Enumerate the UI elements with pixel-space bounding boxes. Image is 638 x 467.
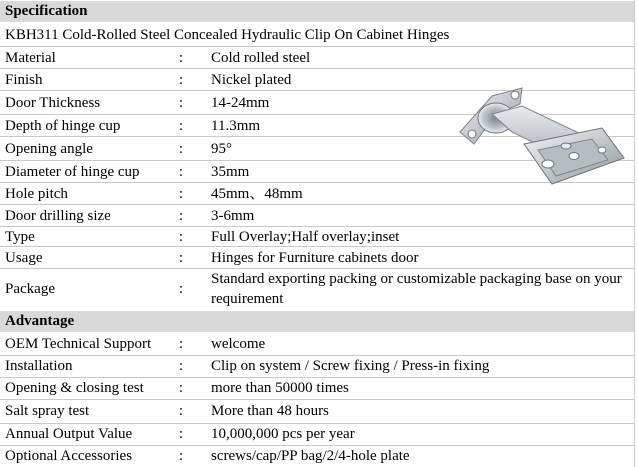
spec-row — [0, 227, 634, 247]
row-divider — [0, 68, 634, 69]
advantage-row — [0, 377, 634, 399]
advantage-value: welcome — [211, 336, 266, 352]
spec-label: Diameter of hinge cup — [5, 164, 140, 180]
spec-value: 11.3mm — [211, 118, 261, 134]
specification-header — [0, 0, 634, 23]
colon: : — [178, 50, 184, 66]
row-divider — [0, 246, 634, 247]
specification-header-label: Specification — [5, 3, 88, 19]
colon: : — [178, 95, 184, 111]
spec-value: 3-6mm — [211, 208, 255, 224]
colon: : — [178, 281, 184, 297]
advantage-label: OEM Technical Support — [5, 336, 152, 352]
product-title: KBH311 Cold-Rolled Steel Concealed Hydraulic Clip On Cabinet Hinges — [5, 27, 450, 43]
row-divider — [0, 268, 634, 269]
product-title-row — [0, 24, 634, 47]
spec-label: Opening angle — [5, 141, 93, 157]
spec-value: Standard exporting packing or customizable packaging base on your requirement — [211, 271, 622, 307]
colon: : — [178, 208, 184, 224]
spec-value: Hinges for Furniture cabinets door — [211, 250, 419, 266]
spec-value: Full Overlay;Half overlay;inset — [211, 229, 400, 245]
advantage-label: Annual Output Value — [5, 426, 133, 442]
right-border — [634, 0, 635, 467]
row-divider — [0, 355, 634, 356]
advantage-value: More than 48 hours — [211, 403, 329, 419]
row-divider — [0, 445, 634, 446]
spec-row — [0, 247, 634, 269]
advantage-row — [0, 423, 634, 445]
spec-value: Cold rolled steel — [211, 50, 311, 66]
advantage-row — [0, 333, 634, 355]
spec-value: Nickel plated — [211, 72, 292, 88]
colon: : — [178, 141, 184, 157]
colon: : — [178, 118, 184, 134]
advantage-value: 10,000,000 pcs per year — [211, 426, 355, 442]
advantage-value: more than 50000 times — [211, 380, 349, 396]
advantage-row — [0, 355, 634, 377]
colon: : — [178, 250, 184, 266]
colon: : — [178, 358, 184, 374]
colon: : — [178, 448, 184, 464]
advantage-label: Optional Accessories — [5, 448, 133, 464]
spec-label: Door drilling size — [5, 208, 111, 224]
spec-row — [0, 269, 634, 309]
spec-label: Door Thickness — [5, 95, 101, 111]
spec-value: 14-24mm — [211, 95, 270, 111]
row-divider — [0, 377, 634, 378]
colon: : — [178, 72, 184, 88]
spec-value: 35mm — [211, 164, 250, 180]
advantage-label: Salt spray test — [5, 403, 90, 419]
colon: : — [178, 336, 184, 352]
colon: : — [178, 426, 184, 442]
spec-value: 95° — [211, 141, 232, 157]
spec-label: Usage — [5, 250, 43, 266]
advantage-label: Opening & closing test — [5, 380, 144, 396]
hinge-product-image — [452, 84, 632, 194]
advantage-row — [0, 445, 634, 467]
colon: : — [178, 229, 184, 245]
spec-label: Material — [5, 50, 56, 66]
spec-label: Package — [5, 281, 55, 297]
spec-value: 45mm、48mm — [211, 186, 303, 202]
row-divider — [0, 204, 634, 205]
spec-row — [0, 47, 634, 69]
colon: : — [178, 186, 184, 202]
advantage-header-label: Advantage — [5, 313, 75, 329]
colon: : — [178, 380, 184, 396]
row-divider — [0, 399, 634, 400]
advantage-value: Clip on system / Screw fixing / Press-in fixing — [211, 358, 490, 374]
advantage-value: screws/cap/PP bag/2/4-hole plate — [211, 448, 410, 464]
advantage-header — [0, 310, 634, 333]
colon: : — [178, 164, 184, 180]
advantage-row — [0, 399, 634, 423]
spec-label: Depth of hinge cup — [5, 118, 121, 134]
colon: : — [178, 403, 184, 419]
row-divider — [0, 226, 634, 227]
spec-label: Hole pitch — [5, 186, 68, 202]
spec-row — [0, 205, 634, 227]
row-divider — [0, 46, 634, 47]
row-divider — [0, 423, 634, 424]
advantage-label: Installation — [5, 358, 73, 374]
spec-label: Finish — [5, 72, 43, 88]
spec-label: Type — [5, 229, 35, 245]
